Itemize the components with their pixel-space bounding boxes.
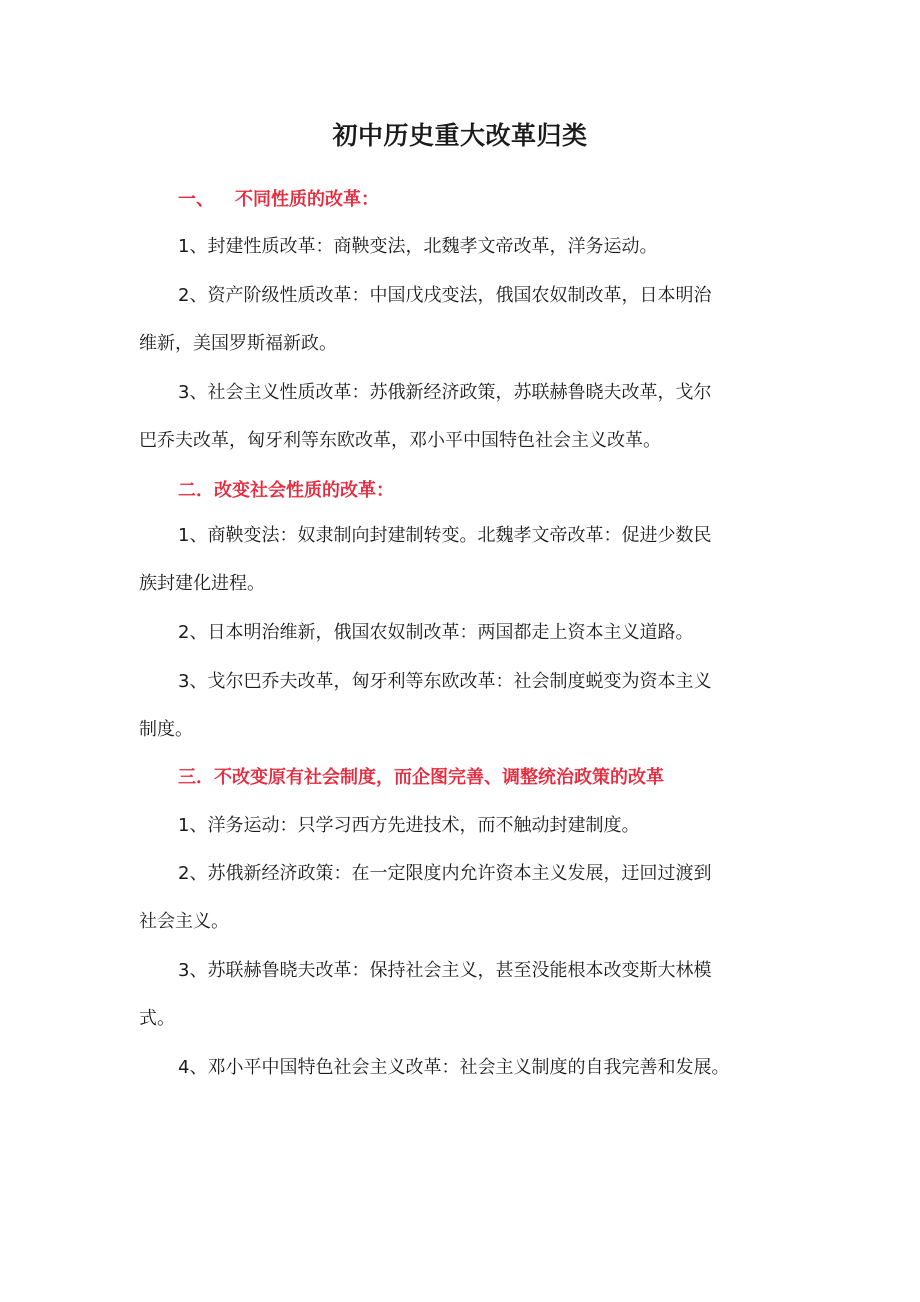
list-item [139, 802, 779, 850]
paragraph-line: 维新，美国罗斯福新政。 [139, 333, 337, 354]
paragraph-line: 1、洋务运动：只学习西方先进技术，而不触动封建制度。 [178, 815, 640, 836]
section-heading-3 [178, 764, 664, 792]
paragraph-line: 2、日本明治维新，俄国农奴制改革：两国都走上资本主义道路。 [178, 622, 694, 643]
list-item [139, 947, 779, 1043]
paragraph-line: 族封建化进程。 [139, 573, 265, 594]
paragraph-line: 1、封建性质改革：商鞅变法，北魏孝文帝改革，洋务运动。 [178, 236, 658, 257]
list-item [139, 850, 779, 946]
paragraph-line: 社会主义。 [139, 911, 229, 932]
list-item [139, 609, 779, 657]
section-heading-text: 三．不改变原有社会制度，而企图完善、调整统治政策的改革 [178, 767, 664, 788]
section-heading-1 [178, 186, 379, 214]
paragraph-line: 3、苏联赫鲁晓夫改革：保持社会主义，甚至没能根本改变斯大林模 [178, 960, 712, 981]
paragraph-line: 1、商鞅变法：奴隶制向封建制转变。北魏孝文帝改革：促进少数民 [178, 525, 712, 546]
list-item [139, 223, 779, 271]
list-item [139, 658, 779, 754]
paragraph-line: 制度。 [139, 719, 193, 740]
paragraph-line: 3、戈尔巴乔夫改革，匈牙利等东欧改革：社会制度蜕变为资本主义 [178, 671, 712, 692]
section-heading-text: 二．改变社会性质的改革： [178, 480, 394, 501]
paragraph-line: 式。 [139, 1008, 175, 1029]
paragraph-line: 2、资产阶级性质改革：中国戊戌变法，俄国农奴制改革，日本明治 [178, 285, 712, 306]
paragraph-line: 3、社会主义性质改革：苏俄新经济政策，苏联赫鲁晓夫改革，戈尔 [178, 382, 712, 403]
page-title: 初中历史重大改革归类 [332, 121, 588, 150]
paragraph-line: 巴乔夫改革，匈牙利等东欧改革，邓小平中国特色社会主义改革。 [139, 430, 661, 451]
paragraph-line: 4、邓小平中国特色社会主义改革：社会主义制度的自我完善和发展。 [178, 1057, 730, 1078]
section-heading-number: 一、 [178, 189, 214, 210]
list-item [139, 1044, 779, 1092]
list-item [139, 369, 779, 465]
paragraph-line: 2、苏俄新经济政策：在一定限度内允许资本主义发展，迂回过渡到 [178, 863, 712, 884]
list-item [139, 272, 779, 368]
section-heading-text: 不同性质的改革： [235, 189, 379, 210]
list-item [139, 512, 779, 608]
section-heading-2 [178, 477, 394, 505]
